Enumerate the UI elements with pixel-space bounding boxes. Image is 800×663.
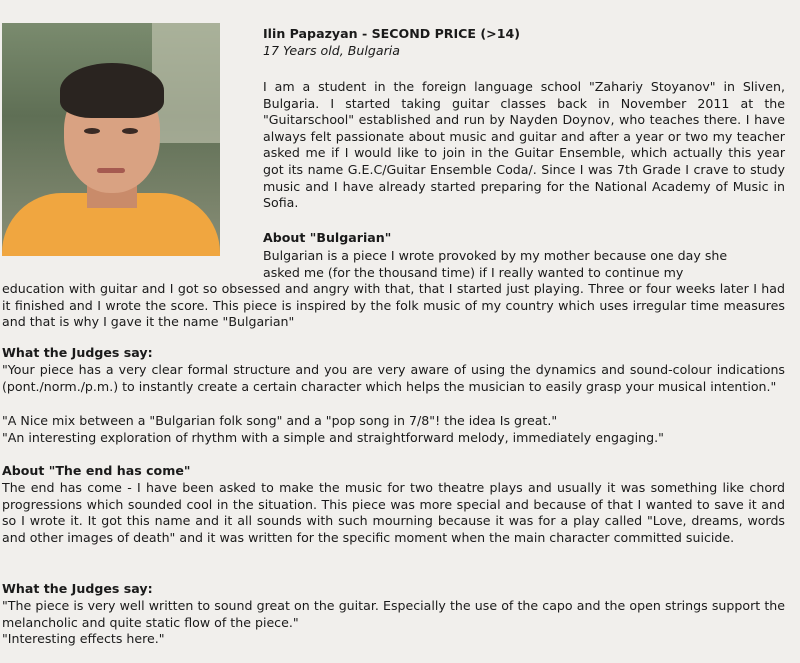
judges-heading-1: What the Judges say: bbox=[2, 345, 153, 360]
judges-quote-3: "An interesting exploration of rhythm with a simple and straightforward melody, immediately engaging." bbox=[2, 430, 664, 445]
about-bulgarian-text-cont: education with guitar and I got so obsessed and angry with that, that I started just playing. Three or four weeks later I had it finished and I wrote the score. This piece is inspired by the folk music of my country which uses irregular time measures and that is why I gave it the name "Bulgarian" bbox=[2, 281, 785, 330]
judges-quote-5: "Interesting effects here." bbox=[2, 631, 165, 646]
about-bulgarian-text: Bulgarian is a piece I wrote provoked by my mother because one day she asked me (for the thousand time) if I really wanted to continue my bbox=[263, 248, 728, 280]
about-end-text: The end has come - I have been asked to make the music for two theatre plays and usually it was something like chord progressions which sounded cool in the situation. This piece was more special and because of that I wanted to save it and so I wrote it. It got this name and it all sounds with such mourning because it was for a play called "Love, dreams, words and other images of death" and it was written for the specific moment when the main character committed suicide. bbox=[2, 480, 785, 545]
judges-heading-2: What the Judges say: bbox=[2, 581, 153, 596]
bio-paragraph: I am a student in the foreign language school "Zahariy Stoyanov" in Sliven, Bulgaria. I started taking guitar classes back in November 2011 at the "Guitarschool" established and run by Nayden Doynov, who teaches there. I have always felt passionate about music and guitar and after a year or two my teacher asked me if I would like to join in the Guitar Ensemble, which actually this year got its name G.E.C/Guitar Ensemble Coda/. Since I was 7th Grade I crave to study music and I have already started preparing for the National Academy of Music in Sofia. bbox=[263, 79, 785, 211]
about-bulgarian-heading: About "Bulgarian" bbox=[263, 230, 392, 245]
judges-quote-4: "The piece is very well written to sound great on the guitar. Especially the use of the capo and the open strings support the melancholic and quite static flow of the piece." bbox=[2, 598, 785, 630]
portrait-photo bbox=[2, 23, 220, 256]
about-end-heading: About "The end has come" bbox=[2, 463, 191, 478]
contestant-subtitle: 17 Years old, Bulgaria bbox=[263, 43, 400, 58]
judges-quote-2: "A Nice mix between a "Bulgarian folk song" and a "pop song in 7/8"! the idea Is great." bbox=[2, 413, 558, 428]
contestant-title: Ilin Papazyan - SECOND PRICE (>14) bbox=[263, 26, 521, 41]
judges-quote-1: "Your piece has a very clear formal structure and you are very aware of using the dynamics and sound-colour indications (pont./norm./p.m.) to instantly create a certain character which helps the musician to easily grasp your musical intention." bbox=[2, 362, 785, 394]
